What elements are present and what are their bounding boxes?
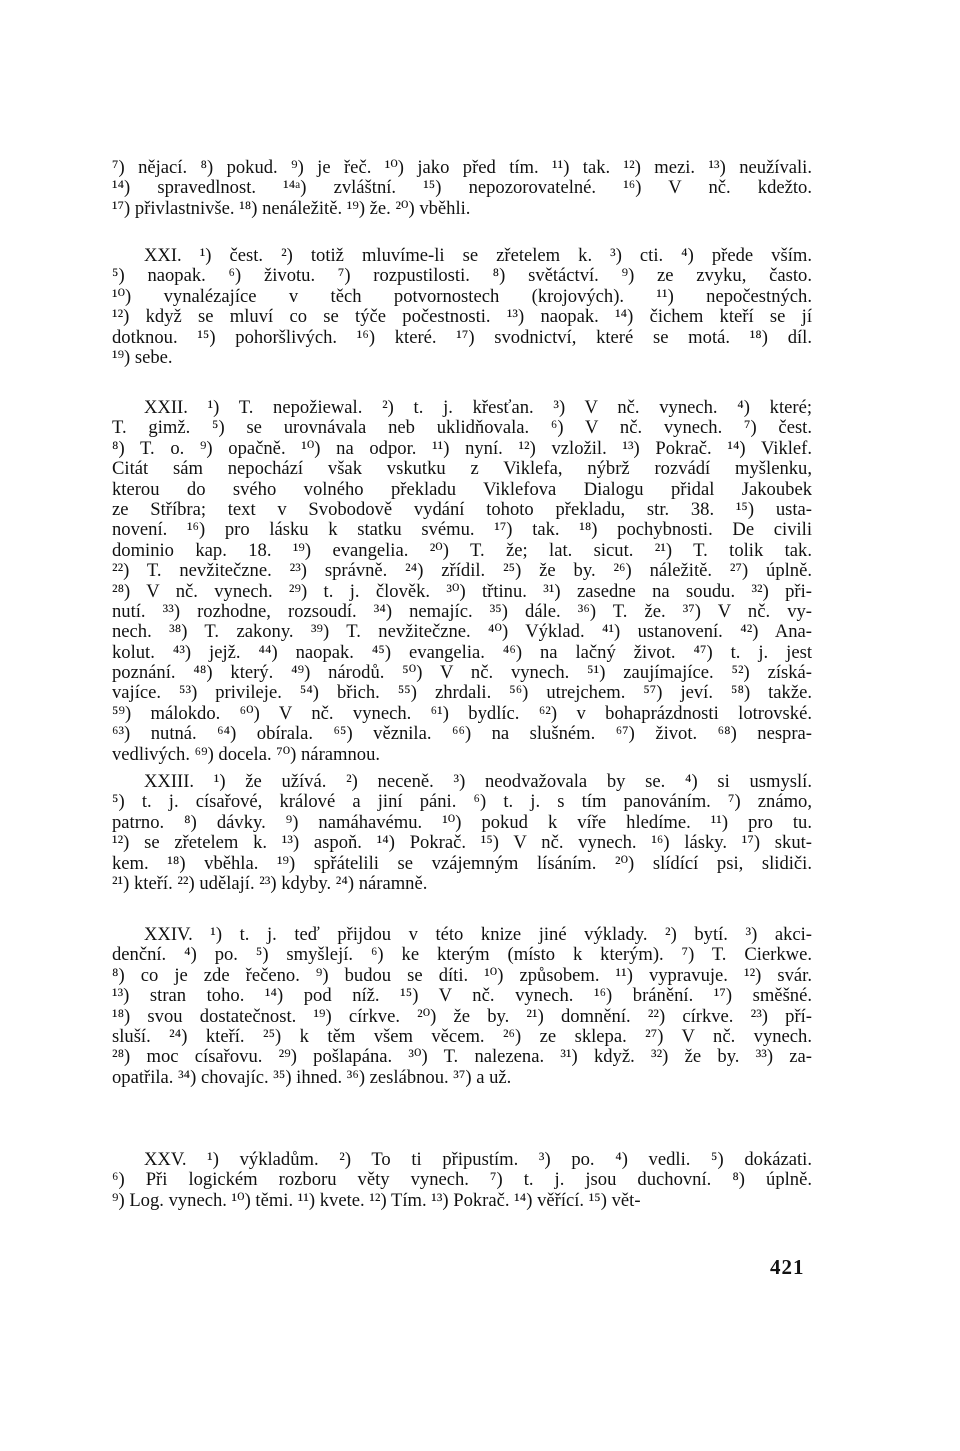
notes-block-xxiii: [112, 772, 812, 894]
text-line: XXIV. ¹) t. j. teď přijdou v této knize jiné výklady. ²) bytí. ³) akci-: [144, 925, 812, 945]
text-line: ¹⁰) vynalézajíce v těch potvornostech (krojových). ¹¹) nepočestných.: [112, 286, 812, 307]
notes-block-continuation: [112, 158, 812, 219]
text-line: ²⁸) moc císařovu. ²⁹) pošlapána. ³⁰) T. nalezena. ³¹) když. ³²) že by. ³³) za-: [112, 1047, 812, 1068]
notes-block-xxi: [112, 246, 812, 368]
text-line: XXII. ¹) T. nepožiewal. ²) t. j. křesťan. ³) V nč. vynech. ⁴) které;: [144, 398, 812, 418]
notes-block-xxii: [112, 398, 812, 765]
text-line: ⁷) nějací. ⁸) pokud. ⁹) je řeč. ¹⁰) jako před tím. ¹¹) tak. ¹²) mezi. ¹³) neužívali.: [112, 158, 812, 178]
text-line: opatřila. ³⁴) chovajíc. ³⁵) ihned. ³⁶) zeslábnou. ³⁷) a už.: [112, 1067, 512, 1088]
text-line: ¹²) když se mluví co se týče počestnosti. ¹³) naopak. ¹⁴) čichem kteří se jí: [112, 307, 812, 328]
text-line: ¹⁴) spravedlnost. ¹⁴ᵃ) zvláštní. ¹⁵) nepozorovatelné. ¹⁶) V nč. kdežto.: [112, 178, 812, 199]
text-line: vajíce. ⁵³) privileje. ⁵⁴) břich. ⁵⁵) zhrdali. ⁵⁶) utrejchem. ⁵⁷) jeví. ⁵⁸) takže.: [112, 683, 812, 704]
text-line: ²¹) kteří. ²²) udělají. ²³) kdyby. ²⁴) náramně.: [112, 873, 428, 894]
text-line: ¹⁷) přivlastnivše. ¹⁸) nenáležitě. ¹⁹) že. ²⁰) vběhli.: [112, 198, 471, 219]
text-line: sluší. ²⁴) kteří. ²⁵) k těm všem věcem. ²⁶) ze sklepa. ²⁷) V nč. vynech.: [112, 1026, 812, 1047]
text-line: vedlivých. ⁶⁹) docela. ⁷⁰) náramnou.: [112, 744, 381, 765]
text-line: T. gimž. ⁵) se urovnávala neb uklidňovala. ⁶) V nč. vynech. ⁷) čest.: [112, 418, 812, 439]
text-line: nutí. ³³) rozhodne, rozsoudí. ³⁴) nemajíc. ³⁵) dále. ³⁶) T. že. ³⁷) V nč. vy-: [112, 601, 812, 622]
text-line: Citát sám nepochází však vskutku z Viklefa, nýbrž rozvádí myšlenku,: [112, 459, 812, 480]
text-line: nech. ³⁸) T. zakony. ³⁹) T. nevžitečzne. ⁴⁰) Výklad. ⁴¹) ustanovení. ⁴²) Ana-: [112, 622, 812, 643]
text-line: XXV. ¹) výkladům. ²) To ti připustím. ³) po. ⁴) vedli. ⁵) dokázati.: [144, 1150, 812, 1170]
text-line: XXIII. ¹) že užívá. ²) necеně. ³) neodvažovala by se. ⁴) si usmyslí.: [144, 772, 812, 792]
text-line: ⁸) co je zde řečeno. ⁹) budou se díti. ¹⁰) způsobem. ¹¹) vypravuje. ¹²) svár.: [112, 965, 812, 986]
text-line: ¹⁸) svou dostatečnost. ¹⁹) církve. ²⁰) že by. ²¹) domnění. ²²) církve. ²³) pří-: [112, 1006, 812, 1027]
text-line: ⁵) t. j. císařové, králové a jiní páni. ⁶) t. j. s tím panováním. ⁷) známo,: [112, 792, 812, 813]
text-line: ⁹) Log. vynech. ¹⁰) těmi. ¹¹) kvete. ¹²) Tím. ¹³) Pokrač. ¹⁴) věřící. ¹⁵) vět-: [112, 1190, 641, 1211]
text-line: ²²) T. nevžitečzne. ²³) správně. ²⁴) zřídil. ²⁵) že by. ²⁶) náležitě. ²⁷) úplně.: [112, 561, 812, 582]
text-line: dotknou. ¹⁵) pohoršlivých. ¹⁶) které. ¹⁷) svodnictví, které se motá. ¹⁸) díl.: [112, 327, 812, 348]
text-line: denční. ⁴) po. ⁵) smyšlejí. ⁶) ke kterým (místo k kterým). ⁷) T. Cierkwe.: [112, 945, 812, 966]
text-line: poznání. ⁴⁸) který. ⁴⁹) národů. ⁵⁰) V nč. vynech. ⁵¹) zaujímajíce. ⁵²) získá-: [112, 663, 812, 684]
text-line: ⁶) Při logickém rozboru věty vynech. ⁷) t. j. jsou duchovní. ⁸) úplně.: [112, 1170, 812, 1191]
text-line: kterou do svého volného překladu Viklefova Dialogu přidal Jakoubek: [112, 479, 812, 500]
text-line: dominio kap. 18. ¹⁹) evangelia. ²⁰) T. že; lat. sicut. ²¹) T. tolik tak.: [112, 540, 812, 561]
notes-block-xxiv: [112, 925, 812, 1088]
text-line: ²⁸) V nč. vynech. ²⁹) t. j. člověk. ³⁰) třtinu. ³¹) zasedne na soudu. ³²) při-: [112, 581, 812, 602]
text-line: ⁶³) nutná. ⁶⁴) obírala. ⁶⁵) věznila. ⁶⁶) na slušném. ⁶⁷) život. ⁶⁸) nespra-: [112, 724, 812, 745]
text-line: patrno. ⁸) dávky. ⁹) namáhavému. ¹⁰) pokud k víře hledíme. ¹¹) pro tu.: [112, 812, 812, 833]
text-line: XXI. ¹) čest. ²) totiž mluvíme-li se zřetelem k. ³) cti. ⁴) přede vším.: [144, 246, 812, 266]
page-number: 421: [770, 1255, 805, 1279]
text-line: ⁵⁹) málokdo. ⁶⁰) V nč. vynech. ⁶¹) bydlíc. ⁶²) v bohaprázdnosti lotrovské.: [112, 703, 812, 724]
text-line: ¹³) stran toho. ¹⁴) pod níž. ¹⁵) V nč. vynech. ¹⁶) bránění. ¹⁷) směšné.: [112, 986, 812, 1007]
text-line: kolut. ⁴³) jejž. ⁴⁴) naopak. ⁴⁵) evangelia. ⁴⁶) na lačný život. ⁴⁷) t. j. jest: [112, 642, 812, 663]
text-line: ¹²) se zřetelem k. ¹³) aspoň. ¹⁴) Pokrač. ¹⁵) V nč. vynech. ¹⁶) lásky. ¹⁷) skut-: [112, 833, 812, 854]
text-line: novení. ¹⁶) pro lásku k statku svému. ¹⁷) tak. ¹⁸) pochybnosti. De civili: [112, 520, 812, 541]
text-line: ¹⁹) sebe.: [112, 347, 173, 368]
text-line: ⁸) T. o. ⁹) opačně. ¹⁰) na odpor. ¹¹) nyní. ¹²) vzložil. ¹³) Pokrač. ¹⁴) Viklef.: [112, 438, 812, 459]
text-line: kem. ¹⁸) vběhla. ¹⁹) spřátelili se vzájemným lísáním. ²⁰) slídící psi, slidiči.: [112, 853, 812, 874]
text-line: ze Stříbra; text v Svobodově vydání tohoto překladu, str. 38. ¹⁵) usta-: [112, 499, 812, 520]
text-line: ⁵) naopak. ⁶) životu. ⁷) rozpustilosti. ⁸) světáctví. ⁹) ze zvyku, často.: [112, 266, 812, 287]
notes-block-xxv: [112, 1150, 812, 1211]
